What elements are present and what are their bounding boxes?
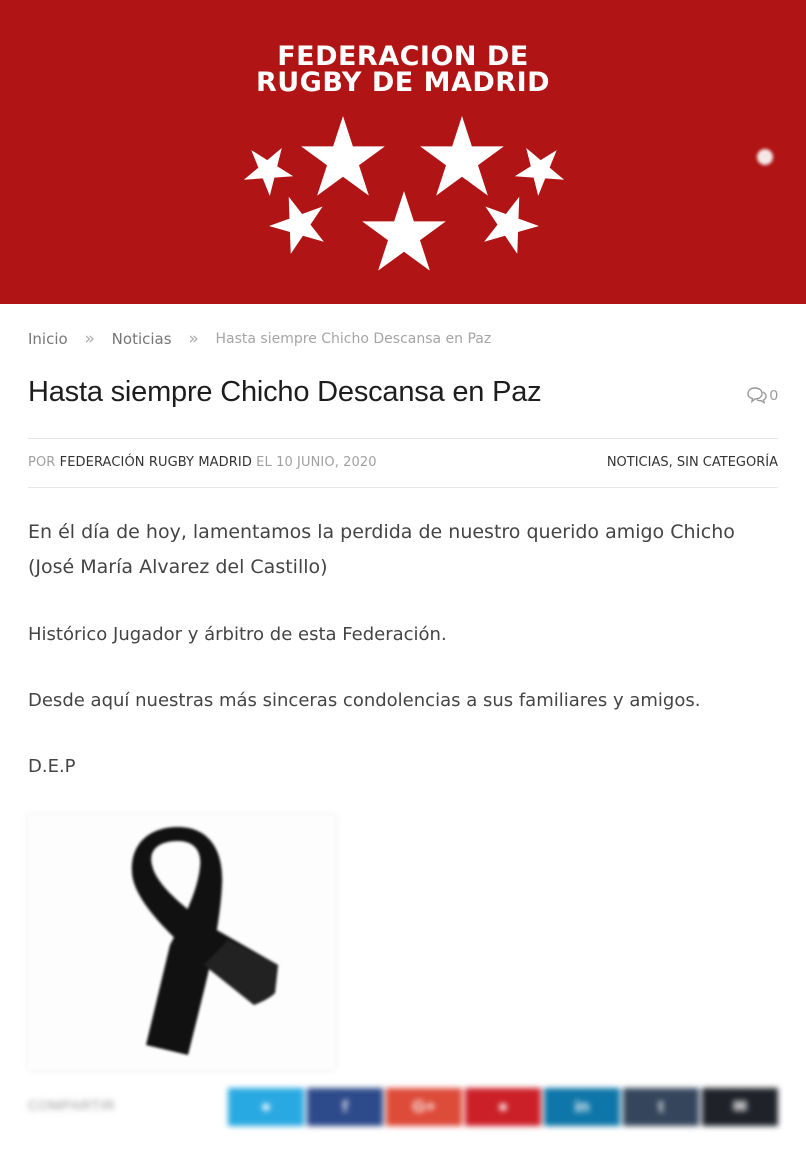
- share-twitter-button[interactable]: [228, 1088, 304, 1126]
- site-header: [0, 0, 806, 304]
- share-tumblr-button[interactable]: [623, 1088, 699, 1126]
- logo-text-line-1: FEDERACION DE: [277, 41, 529, 72]
- divider: [28, 487, 778, 488]
- share-email-button[interactable]: [702, 1088, 778, 1126]
- post-paragraph: Desde aquí nuestras más sinceras condolencias a sus familiares y amigos.: [28, 690, 701, 711]
- share-label: COMPARTIR: [28, 1097, 116, 1113]
- comments-link[interactable]: [746, 383, 778, 407]
- site-logo[interactable]: [240, 38, 566, 278]
- comment-count: 0: [769, 386, 778, 404]
- breadcrumb-current: Hasta siempre Chicho Descansa en Paz: [215, 331, 492, 347]
- linkedin-icon: in: [574, 1097, 590, 1116]
- author-link[interactable]: FEDERACIÓN RUGBY MADRID: [59, 455, 252, 470]
- pinterest-icon: ●: [497, 1097, 509, 1116]
- breadcrumb: [28, 329, 491, 351]
- googleplus-icon: G+: [412, 1097, 436, 1116]
- share-bar: [0, 1088, 806, 1128]
- post-paragraph: Histórico Jugador y árbitro de esta Federación.: [28, 624, 447, 645]
- header-menu-dot[interactable]: [757, 149, 773, 165]
- post-title: Hasta siempre Chicho Descansa en Paz: [28, 376, 542, 408]
- email-icon: ✉: [732, 1097, 748, 1116]
- logo-stars-icon: [240, 110, 566, 280]
- share-linkedin-button[interactable]: [544, 1088, 620, 1126]
- divider: [28, 438, 778, 439]
- post-categories[interactable]: NOTICIAS, SIN CATEGORÍA: [606, 455, 778, 470]
- twitter-icon: ●: [260, 1097, 272, 1116]
- logo-text-line-2: RUGBY DE MADRID: [255, 67, 551, 98]
- breadcrumb-home-link[interactable]: Inicio: [28, 330, 68, 348]
- breadcrumb-section-link[interactable]: Noticias: [111, 330, 172, 348]
- meta-by-label: POR: [28, 455, 56, 470]
- breadcrumb-separator: »: [188, 329, 199, 349]
- post-paragraph: En él día de hoy, lamentamos la perdida de nuestro querido amigo Chicho (José María Alvarez del Castillo): [28, 521, 735, 578]
- post-paragraph: D.E.P: [28, 756, 76, 777]
- share-facebook-button[interactable]: [307, 1088, 383, 1126]
- post-meta: [28, 455, 377, 470]
- share-googleplus-button[interactable]: [386, 1088, 462, 1126]
- post-date: 10 JUNIO, 2020: [276, 455, 377, 470]
- share-pinterest-button[interactable]: [465, 1088, 541, 1126]
- breadcrumb-separator: »: [84, 329, 95, 349]
- meta-on-label: EL: [256, 455, 272, 470]
- tumblr-icon: t: [658, 1097, 664, 1116]
- post-image: [28, 815, 335, 1070]
- facebook-icon: f: [342, 1097, 348, 1116]
- comments-icon: [746, 386, 768, 404]
- mourning-ribbon-icon: [28, 815, 335, 1070]
